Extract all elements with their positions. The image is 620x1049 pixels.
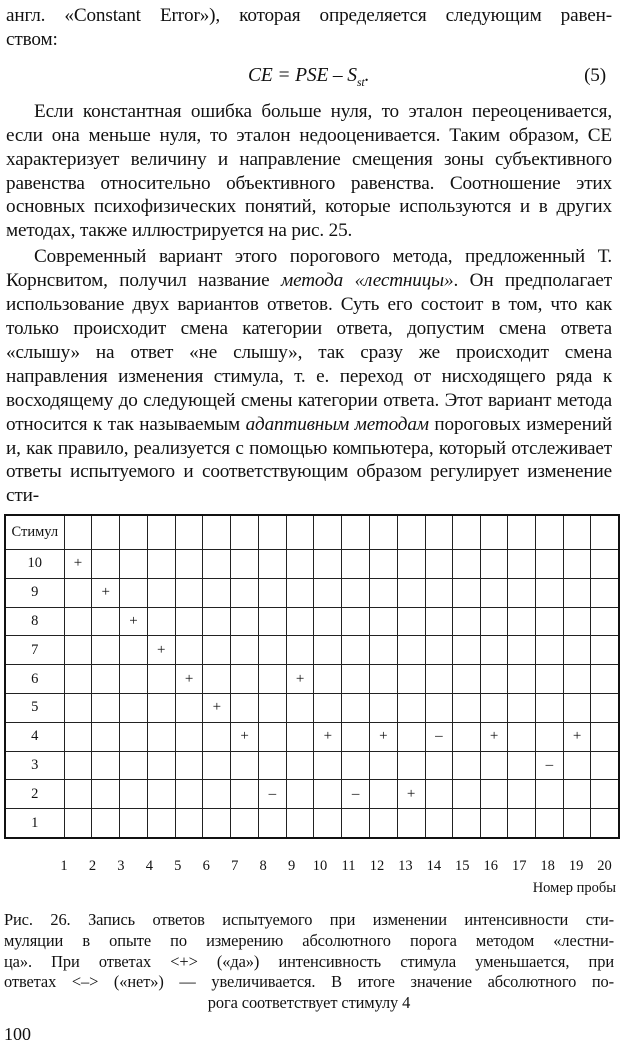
- caption-line: ца». При ответах <+> («да») интенсивность стимула уменьшается, при: [4, 951, 614, 971]
- grid-cell: [425, 550, 453, 579]
- grid-cell: [64, 515, 92, 550]
- grid-cell: [480, 665, 508, 694]
- trial-number-tick: 3: [117, 858, 125, 874]
- grid-cell: [203, 722, 231, 751]
- grid-cell: [286, 636, 314, 665]
- grid-cell: [92, 780, 120, 809]
- grid-cell: [369, 693, 397, 722]
- response-yes-mark: +: [286, 665, 314, 694]
- grid-cell: [147, 751, 175, 780]
- stimulus-row: [5, 665, 619, 694]
- caption-line: муляции в опыте по измерению абсолютного порога методом «лестни-: [4, 930, 614, 950]
- grid-cell: [64, 607, 92, 636]
- trial-number-tick: 14: [426, 858, 442, 874]
- grid-cell: [120, 780, 148, 809]
- grid-cell: [425, 578, 453, 607]
- grid-cell: [92, 636, 120, 665]
- grid-cell: [120, 751, 148, 780]
- grid-cell: [508, 665, 535, 694]
- paragraph-1-line-2: ством:: [6, 28, 58, 50]
- grid-cell: [397, 693, 425, 722]
- trial-number-tick: 18: [540, 858, 555, 874]
- grid-cell: [453, 665, 480, 694]
- grid-cell: [342, 607, 370, 636]
- grid-cell: [147, 809, 175, 838]
- grid-cell: [92, 693, 120, 722]
- stimulus-level-label: 9: [5, 578, 64, 607]
- grid-cell: [231, 515, 259, 550]
- grid-cell: [314, 665, 342, 694]
- response-yes-mark: +: [480, 722, 508, 751]
- grid-cell: [231, 550, 259, 579]
- grid-cell: [397, 607, 425, 636]
- caption-line: Рис. 26. Запись ответов испытуемого при изменении интенсивности сти-: [4, 910, 614, 929]
- grid-cell: [508, 515, 535, 550]
- grid-cell: [258, 809, 286, 838]
- stimulus-row: [5, 636, 619, 665]
- grid-cell: [147, 550, 175, 579]
- grid-cell: [591, 693, 619, 722]
- grid-cell: [175, 636, 203, 665]
- stimulus-row: [5, 751, 619, 780]
- grid-cell: [258, 722, 286, 751]
- grid-cell: [231, 809, 259, 838]
- grid-cell: [314, 751, 342, 780]
- trial-number-tick: 11: [341, 858, 356, 874]
- grid-cell: [591, 550, 619, 579]
- grid-cell: [231, 780, 259, 809]
- stimulus-level-label: 10: [5, 550, 64, 579]
- x-axis-label: Номер пробы: [532, 880, 616, 896]
- paragraph-3: Современный вариант этого порогового метода, предложенный Т. Корнсвитом, получил название метода «лестницы». Он предполагает использование двух вариантов ответов. Суть его состоит в том, что как только происходит смена категории ответа, допустим смена ответа «слышу» на ответ «не слышу», так сразу же происходит смена направления изменения стимула, т. е. переход от нисходящего ряда к восходящему до следующей смены категории ответа. Этот вариант метода относится к так называемым адаптивным методам пороговых измерений и, как правило, реализуется с помощью компьютера, который отслеживает ответы испытуемого и соответствующим образом регулирует изменение сти-: [6, 246, 613, 507]
- grid-cell: [369, 550, 397, 579]
- caption-line: ответах <–> («нет») — увеличивается. В итоге значение абсолютного по-: [4, 972, 614, 992]
- grid-cell: [203, 515, 231, 550]
- grid-cell: [147, 665, 175, 694]
- grid-cell: [563, 751, 591, 780]
- equation-5: [6, 52, 612, 104]
- grid-cell: [397, 578, 425, 607]
- grid-cell: [314, 809, 342, 838]
- grid-cell: [591, 780, 619, 809]
- grid-cell: [397, 665, 425, 694]
- grid-cell: [231, 751, 259, 780]
- grid-cell: [397, 809, 425, 838]
- response-no-mark: –: [342, 780, 370, 809]
- grid-cell: [508, 780, 535, 809]
- grid-cell: [120, 722, 148, 751]
- grid-cell: [480, 751, 508, 780]
- stimulus-row: [5, 607, 619, 636]
- stimulus-level-label: 8: [5, 607, 64, 636]
- trial-number-tick: 9: [287, 858, 296, 874]
- grid-cell: [64, 780, 92, 809]
- grid-cell: [203, 751, 231, 780]
- trial-number-tick: 16: [483, 858, 498, 874]
- response-yes-mark: +: [203, 693, 231, 722]
- grid-cell: [286, 578, 314, 607]
- grid-cell: [591, 809, 619, 838]
- trial-number-tick: 10: [312, 858, 328, 874]
- grid-cell: [535, 693, 563, 722]
- grid-cell: [535, 636, 563, 665]
- grid-cell: [231, 665, 259, 694]
- grid-cell: [147, 578, 175, 607]
- response-yes-mark: +: [397, 780, 425, 809]
- grid-cell: [203, 607, 231, 636]
- grid-cell: [563, 693, 591, 722]
- trial-number-tick: 15: [455, 858, 470, 874]
- grid-cell: [203, 665, 231, 694]
- grid-cell: [508, 693, 535, 722]
- trial-number-tick: 2: [88, 858, 97, 874]
- grid-cell: [480, 636, 508, 665]
- grid-cell: [147, 515, 175, 550]
- grid-cell: [453, 693, 480, 722]
- grid-cell: [480, 515, 508, 550]
- grid-cell: [175, 722, 203, 751]
- grid-cell: [342, 809, 370, 838]
- grid-cell: [397, 751, 425, 780]
- grid-cell: [342, 550, 370, 579]
- grid-cell: [535, 722, 563, 751]
- grid-cell: [425, 693, 453, 722]
- grid-cell: [147, 722, 175, 751]
- grid-cell: [231, 693, 259, 722]
- response-grid: [4, 514, 620, 839]
- grid-cell: [563, 780, 591, 809]
- grid-cell: [563, 636, 591, 665]
- response-yes-mark: +: [369, 722, 397, 751]
- grid-cell: [480, 550, 508, 579]
- grid-cell: [453, 550, 480, 579]
- grid-cell: [480, 809, 508, 838]
- grid-cell: [286, 780, 314, 809]
- grid-cell: [453, 578, 480, 607]
- grid-cell: [342, 693, 370, 722]
- grid-cell: [369, 578, 397, 607]
- grid-cell: [508, 636, 535, 665]
- grid-cell: [120, 809, 148, 838]
- grid-cell: [535, 809, 563, 838]
- grid-cell: [535, 515, 563, 550]
- grid-cell: [591, 515, 619, 550]
- grid-cell: [258, 751, 286, 780]
- grid-cell: [453, 515, 480, 550]
- grid-cell: [286, 693, 314, 722]
- response-yes-mark: +: [563, 722, 591, 751]
- stimulus-row: [5, 693, 619, 722]
- x-axis-ticks: [62, 858, 618, 878]
- response-yes-mark: +: [147, 636, 175, 665]
- grid-cell: [258, 515, 286, 550]
- grid-cell: [175, 578, 203, 607]
- grid-cell: [64, 636, 92, 665]
- grid-cell: [369, 515, 397, 550]
- stimulus-header: Стимул: [5, 515, 64, 550]
- grid-cell: [286, 550, 314, 579]
- grid-cell: [508, 578, 535, 607]
- equation-number: (5): [584, 64, 606, 86]
- grid-cell: [286, 722, 314, 751]
- grid-cell: [369, 780, 397, 809]
- grid-cell: [342, 578, 370, 607]
- grid-cell: [120, 550, 148, 579]
- grid-cell: [314, 578, 342, 607]
- trial-number-tick: 1: [60, 858, 68, 874]
- grid-cell: [369, 665, 397, 694]
- page-number: 100: [4, 1024, 31, 1044]
- stimulus-row: [5, 578, 619, 607]
- grid-cell: [147, 693, 175, 722]
- grid-cell: [563, 578, 591, 607]
- grid-cell: [286, 809, 314, 838]
- grid-cell: [397, 722, 425, 751]
- grid-cell: [258, 636, 286, 665]
- grid-cell: [231, 607, 259, 636]
- trial-number-tick: 7: [231, 858, 239, 874]
- grid-cell: [258, 693, 286, 722]
- grid-cell: [175, 607, 203, 636]
- grid-cell: [64, 693, 92, 722]
- grid-cell: [314, 515, 342, 550]
- grid-cell: [425, 809, 453, 838]
- grid-cell: [314, 693, 342, 722]
- grid-cell: [342, 751, 370, 780]
- response-yes-mark: +: [175, 665, 203, 694]
- stimulus-row: [5, 550, 619, 579]
- grid-cell: [258, 578, 286, 607]
- grid-cell: [508, 751, 535, 780]
- grid-cell: [508, 809, 535, 838]
- stimulus-level-label: 2: [5, 780, 64, 809]
- grid-cell: [64, 722, 92, 751]
- grid-cell: [258, 550, 286, 579]
- grid-cell: [480, 578, 508, 607]
- grid-cell: [147, 607, 175, 636]
- grid-cell: [64, 751, 92, 780]
- grid-cell: [175, 809, 203, 838]
- grid-cell: [425, 665, 453, 694]
- trial-number-tick: 5: [174, 858, 182, 874]
- stimulus-level-label: 5: [5, 693, 64, 722]
- grid-cell: [342, 636, 370, 665]
- response-yes-mark: +: [92, 578, 120, 607]
- stimulus-row: [5, 809, 619, 838]
- grid-cell: [258, 665, 286, 694]
- grid-cell: [369, 809, 397, 838]
- grid-cell: [453, 751, 480, 780]
- grid-cell: [120, 693, 148, 722]
- grid-cell: [92, 515, 120, 550]
- response-yes-mark: +: [231, 722, 259, 751]
- grid-cell: [64, 578, 92, 607]
- grid-cell: [425, 515, 453, 550]
- grid-cell: [92, 751, 120, 780]
- grid-cell: [453, 722, 480, 751]
- grid-cell: [397, 550, 425, 579]
- grid-cell: [203, 780, 231, 809]
- grid-cell: [342, 722, 370, 751]
- grid-cell: [92, 809, 120, 838]
- trial-number-tick: 6: [202, 858, 210, 874]
- grid-cell: [563, 607, 591, 636]
- grid-cell: [175, 693, 203, 722]
- response-no-mark: –: [425, 722, 453, 751]
- grid-cell: [342, 665, 370, 694]
- grid-cell: [453, 607, 480, 636]
- grid-cell: [286, 515, 314, 550]
- grid-cell: [591, 722, 619, 751]
- grid-cell: [258, 607, 286, 636]
- response-yes-mark: +: [314, 722, 342, 751]
- grid-cell: [425, 780, 453, 809]
- grid-cell: [203, 809, 231, 838]
- equation-formula: CE = PSE – $S_{st}$.: [248, 64, 370, 89]
- grid-cell: [369, 636, 397, 665]
- grid-cell: [120, 636, 148, 665]
- trial-number-tick: 12: [369, 858, 385, 874]
- trial-number-tick: 13: [398, 858, 413, 874]
- stimulus-level-label: 3: [5, 751, 64, 780]
- stimulus-row: [5, 780, 619, 809]
- grid-cell: [508, 607, 535, 636]
- grid-cell: [508, 722, 535, 751]
- grid-cell: [535, 665, 563, 694]
- grid-cell: [480, 780, 508, 809]
- grid-cell: [147, 780, 175, 809]
- grid-cell: [397, 515, 425, 550]
- grid-cell: [480, 693, 508, 722]
- grid-cell: [203, 636, 231, 665]
- grid-cell: [425, 636, 453, 665]
- grid-cell: [425, 751, 453, 780]
- trial-number-tick: 17: [511, 858, 527, 874]
- body-text: [6, 4, 612, 508]
- grid-cell: [92, 722, 120, 751]
- grid-cell: [203, 550, 231, 579]
- stimulus-row: [5, 722, 619, 751]
- response-yes-mark: +: [120, 607, 148, 636]
- grid-cell: [286, 751, 314, 780]
- grid-cell: [563, 550, 591, 579]
- grid-cell: [535, 578, 563, 607]
- grid-cell: [535, 550, 563, 579]
- grid-cell: [175, 550, 203, 579]
- grid-cell: [369, 607, 397, 636]
- paragraph-2: Если константная ошибка больше нуля, то эталон переоценивается, если она меньше нуля, то эталон недооценивается. Таким образом, CE характеризует величину и направление смещения зоны субъективного равенства относительно объективного равенства. Соотношение этих основных психофизических понятий, которые используются и в других методах, также иллюстрируется на рис. 25.: [6, 100, 612, 242]
- grid-cell: [175, 515, 203, 550]
- caption-line: рога соответствует стимулу 4: [207, 993, 411, 1013]
- grid-cell: [342, 515, 370, 550]
- grid-cell: [453, 636, 480, 665]
- grid-cell: [480, 607, 508, 636]
- grid-cell: [92, 665, 120, 694]
- grid-cell: [92, 550, 120, 579]
- grid-cell: [508, 550, 535, 579]
- grid-cell: [591, 665, 619, 694]
- staircase-figure: [4, 514, 620, 839]
- grid-cell: [120, 665, 148, 694]
- stimulus-level-label: 1: [5, 809, 64, 838]
- grid-cell: [120, 578, 148, 607]
- grid-cell: [64, 665, 92, 694]
- grid-cell: [453, 780, 480, 809]
- trial-number-tick: 19: [568, 858, 584, 874]
- grid-cell: [175, 751, 203, 780]
- grid-cell: [175, 780, 203, 809]
- trial-number-tick: 8: [259, 858, 267, 874]
- paragraph-1-line-1: англ. «Constant Error»), которая определяется следующим равен-: [6, 5, 612, 26]
- grid-cell: [397, 636, 425, 665]
- grid-cell: [535, 780, 563, 809]
- grid-cell: [231, 578, 259, 607]
- figure-caption: [4, 910, 614, 1014]
- grid-cell: [563, 665, 591, 694]
- grid-cell: [92, 607, 120, 636]
- grid-cell: [314, 607, 342, 636]
- grid-cell: [203, 578, 231, 607]
- grid-cell: [64, 809, 92, 838]
- grid-cell: [591, 751, 619, 780]
- stimulus-level-label: 7: [5, 636, 64, 665]
- grid-cell: [120, 515, 148, 550]
- grid-cell: [286, 607, 314, 636]
- grid-cell: [591, 607, 619, 636]
- grid-cell: [591, 578, 619, 607]
- grid-cell: [563, 809, 591, 838]
- response-no-mark: –: [258, 780, 286, 809]
- response-no-mark: –: [535, 751, 563, 780]
- grid-cell: [314, 636, 342, 665]
- grid-cell: [563, 515, 591, 550]
- grid-cell: [369, 751, 397, 780]
- grid-cell: [314, 550, 342, 579]
- grid-cell: [591, 636, 619, 665]
- stimulus-level-label: 4: [5, 722, 64, 751]
- grid-cell: [231, 636, 259, 665]
- trial-number-tick: 20: [597, 858, 612, 874]
- grid-cell: [425, 607, 453, 636]
- response-yes-mark: +: [64, 550, 92, 579]
- trial-number-tick: 4: [145, 858, 153, 874]
- grid-cell: [453, 809, 480, 838]
- grid-cell: [314, 780, 342, 809]
- grid-cell: [535, 607, 563, 636]
- stimulus-level-label: 6: [5, 665, 64, 694]
